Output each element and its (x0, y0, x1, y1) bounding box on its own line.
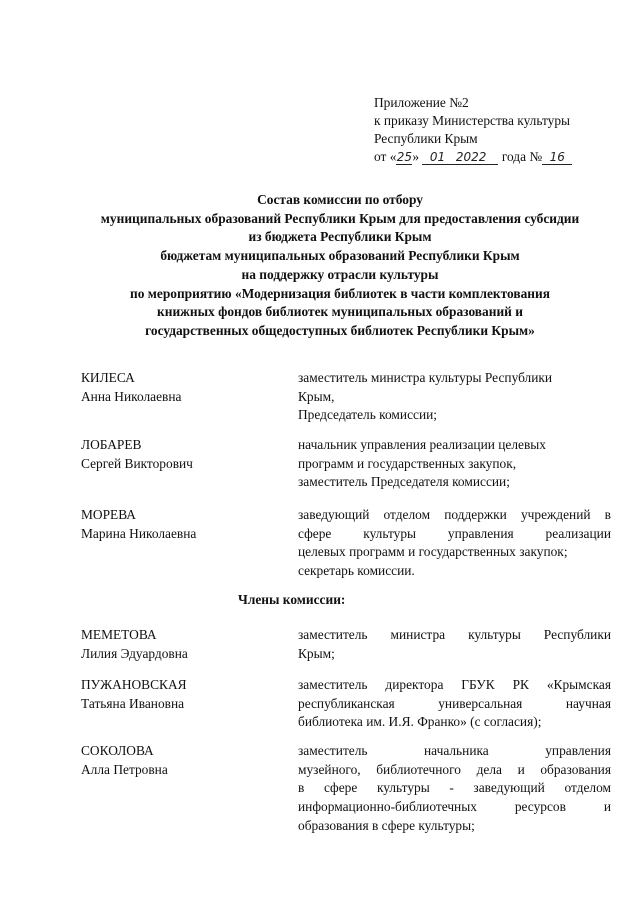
person-surname: СОКОЛОВА (81, 743, 154, 758)
title-line-1: Состав комиссии по отбору (257, 192, 423, 207)
role-line: Крым, (298, 388, 335, 404)
role-line: начальник управления реализации целевых (298, 437, 546, 452)
person-surname: ПУЖАНОВСКАЯ (81, 677, 187, 692)
members-heading: Члены комиссии: (238, 592, 346, 607)
date-month: 01 (429, 150, 446, 164)
person-role (298, 369, 611, 425)
person-surname: ЛОБАРЕВ (81, 437, 142, 452)
role-line: музейного, библиотечного дела и образования (298, 761, 611, 777)
document-title (60, 191, 620, 341)
role-line: заместитель министра культуры Республики (298, 370, 553, 385)
appendix-line-2: к приказу Министерства культуры (374, 113, 571, 128)
date-prefix: от « (374, 149, 397, 164)
title-line-6: по мероприятию «Модернизация библиотек в части комплектования (130, 285, 550, 301)
role-line: заместитель министра культуры Республики (298, 627, 611, 642)
person-name (81, 742, 168, 779)
role-line: программ и государственных закупок, (298, 455, 517, 471)
role-line: заместитель Председателя комиссии; (298, 474, 510, 490)
person-name (81, 676, 187, 713)
person-name (81, 369, 181, 406)
person-role (298, 742, 611, 836)
title-line-3: из бюджета Республики Крым (248, 229, 432, 245)
person-given-name: Лилия Эдуардовна (81, 645, 188, 661)
title-line-2: муниципальных образований Республики Крым для предоставления субсидии (100, 210, 580, 226)
role-line: заведующий отделом поддержки учреждений в (298, 507, 611, 522)
person-name (81, 506, 196, 543)
role-line: информационно-библиотечных ресурсов и (298, 799, 611, 815)
role-line: образования в сфере культуры; (298, 817, 475, 833)
person-given-name: Марина Николаевна (81, 525, 197, 541)
title-line-5: на поддержку отрасли культуры (241, 266, 439, 282)
person-role (298, 626, 611, 663)
title-line-4: бюджетам муниципальных образований Республики Крым (160, 248, 520, 264)
order-number: 16 (542, 150, 572, 165)
appendix-line-3: Республики Крым (374, 131, 478, 146)
role-line: Председатель комиссии; (298, 407, 438, 423)
person-surname: МОРЕВА (81, 507, 136, 522)
role-line: библиотека им. И.Я. Франко» (с согласия); (298, 714, 542, 730)
role-line: заместитель директора ГБУК РК «Крымская (298, 677, 611, 692)
title-line-8: государственных общедоступных библиотек Республики Крым» (145, 322, 535, 338)
role-line: в сфере культуры - заведующий отделом (298, 780, 611, 796)
role-line: заместитель начальника управления (298, 743, 611, 758)
role-line: целевых программ и государственных закупок; (298, 544, 568, 560)
person-surname: МЕМЕТОВА (81, 627, 157, 642)
role-line: республиканская универсальная научная (298, 695, 611, 711)
person-role (298, 436, 611, 492)
person-given-name: Татьяна Ивановна (81, 695, 185, 711)
title-line-7: книжных фондов библиотек муниципальных образований и (157, 304, 523, 320)
person-surname: КИЛЕСА (81, 370, 135, 385)
year-suffix: года № (501, 149, 543, 164)
role-line: Крым; (298, 645, 335, 661)
date-mid: » (412, 149, 420, 164)
date-day: 25 (396, 150, 413, 164)
date-month-year (422, 150, 498, 165)
person-given-name: Сергей Викторович (81, 455, 193, 471)
person-role (298, 506, 611, 581)
person-name (81, 626, 188, 663)
role-line: секретарь комиссии. (298, 563, 415, 579)
person-given-name: Алла Петровна (81, 761, 168, 777)
appendix-line-1: Приложение №2 (374, 95, 469, 110)
person-name (81, 436, 193, 473)
date-year: 2022 (455, 150, 487, 164)
appendix-date-line (374, 148, 624, 166)
role-line: сфере культуры управления реализации (298, 525, 611, 541)
person-role (298, 676, 611, 732)
appendix-header (374, 94, 624, 166)
person-given-name: Анна Николаевна (81, 388, 182, 404)
